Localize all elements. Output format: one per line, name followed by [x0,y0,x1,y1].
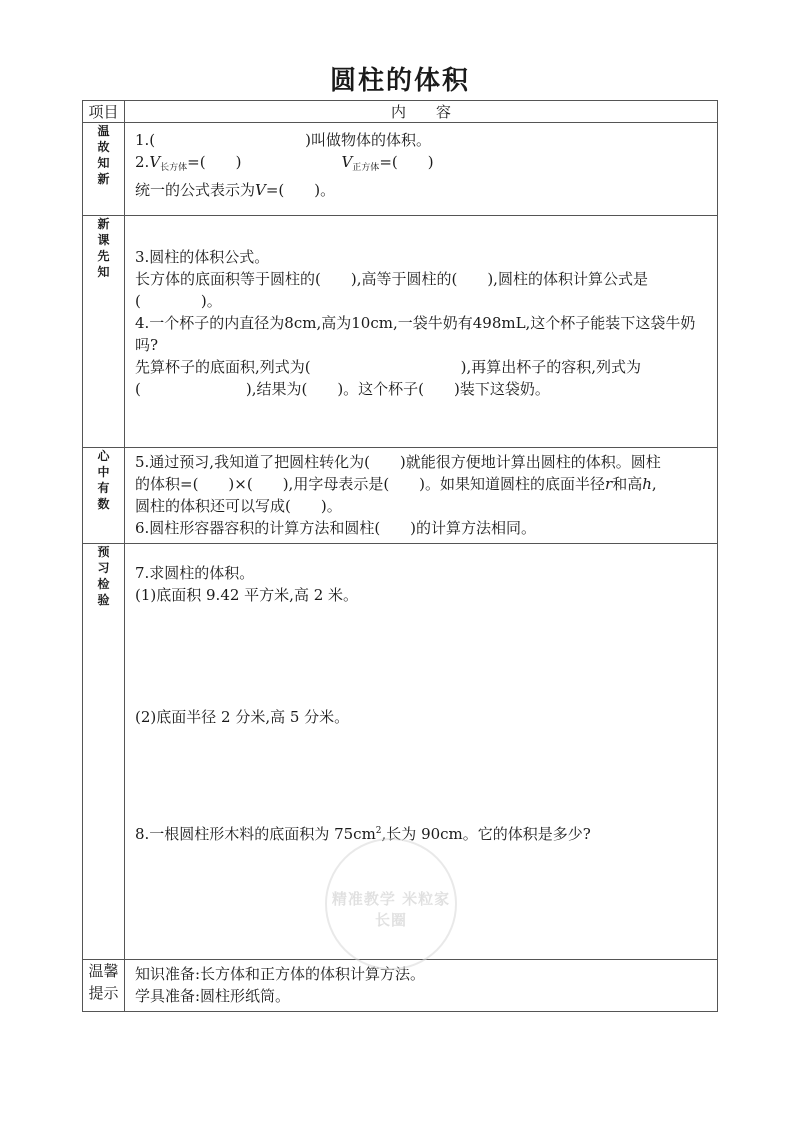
question-1: 1.( )叫做物体的体积。 [135,131,432,149]
header-project: 项目 [83,101,125,123]
question-7-part1: (1)底面积 9.42 平方米,高 2 米。 [135,586,359,604]
mind-label: 心中有数 [83,448,125,544]
warmup-label: 温故知新 [83,123,125,216]
question-3-line1: 长方体的底面积等于圆柱的( ),高等于圆柱的( ),圆柱的体积计算公式是 [135,270,648,288]
mind-row [83,448,718,544]
tips-content [125,960,718,1012]
question-3-line2: ( )。 [135,292,222,310]
question-2: $2.V_{长方体}=$( ) $V_{正方体}=$( ) [135,153,434,173]
question-4-line4: ( ),结果为( )。这个杯子( )装下这袋奶。 [135,380,550,398]
check-label: 预习检验 [83,544,125,960]
header-row [83,101,718,123]
page-title: 圆柱的体积 [329,66,470,96]
question-7-part2: (2)底面半径 2 分米,高 5 分米。 [135,708,350,726]
question-4-line1: 4.一个杯子的内直径为8cm,高为10cm,一袋牛奶有498mL,这个杯子能装下这袋牛奶 [135,314,696,332]
watermark-stamp [325,838,457,970]
watermark-text: 精准教学 米粒家长圈 [331,890,451,929]
question-5-line2: 的体积=( )×( ),用字母表示是( )。如果知道圆柱的底面半径r和高h, [135,475,657,493]
question-8: 8.一根圆柱形木料的底面积为 $75cm^2$,长为 90cm。它的体积是多少? [135,825,591,843]
warmup-row [83,123,718,216]
question-7-title: 7.求圆柱的体积。 [135,564,255,582]
question-6: 6.圆柱形容器容积的计算方法和圆柱( )的计算方法相同。 [135,519,537,537]
newlesson-row [83,216,718,448]
newlesson-label: 新课先知 [83,216,125,448]
tips-line1: 知识准备:长方体和正方体的体积计算方法。 [135,965,426,983]
question-5-line1: 5.通过预习,我知道了把圆柱转化为( )就能很方便地计算出圆柱的体积。圆柱 [135,453,661,471]
tips-label: 温馨提示 [83,960,125,1012]
tips-line2: 学具准备:圆柱形纸筒。 [135,987,291,1005]
question-3-title: 3.圆柱的体积公式。 [135,248,270,266]
warmup-content [125,123,718,216]
newlesson-content [125,216,718,448]
question-5-line3: 圆柱的体积还可以写成( )。 [135,497,342,515]
question-2-formula: 统一的公式表示为V=( )。 [135,181,336,199]
header-content: 内 容 [125,101,718,123]
mind-content [125,448,718,544]
question-4-line3: 先算杯子的底面积,列式为( ),再算出杯子的容积,列式为 [135,358,642,376]
question-4-line2: 吗? [135,336,159,354]
